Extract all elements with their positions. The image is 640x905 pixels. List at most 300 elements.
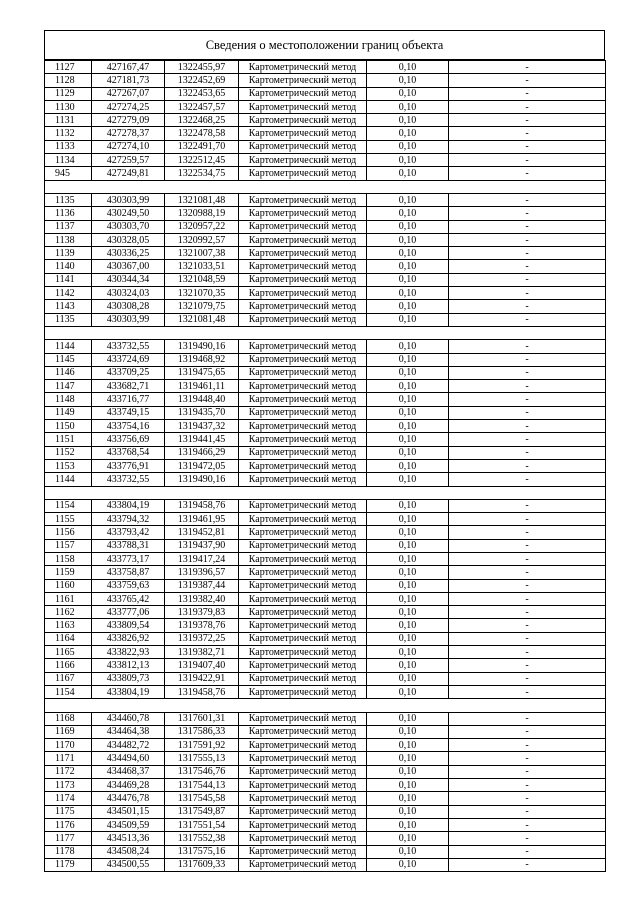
y-coordinate-cell: 1322478,58 [165,127,239,140]
accuracy-cell: 0,10 [367,579,449,592]
description-cell: - [449,313,606,326]
point-number-cell: 1140 [45,260,92,273]
y-coordinate-cell: 1320957,22 [165,220,239,233]
x-coordinate-cell: 433765,42 [92,592,165,605]
x-coordinate-cell: 434469,28 [92,779,165,792]
separator-cell [367,699,449,712]
table-row [45,61,606,74]
accuracy-cell: 0,10 [367,526,449,539]
description-cell: - [449,646,606,659]
description-cell: - [449,566,606,579]
method-cell: Картометрический метод [239,114,367,127]
table-row [45,167,606,180]
point-number-cell: 1166 [45,659,92,672]
accuracy-cell: 0,10 [367,832,449,845]
y-coordinate-cell: 1319490,16 [165,473,239,486]
table-row [45,300,606,313]
x-coordinate-cell: 434513,36 [92,832,165,845]
table-row [45,845,606,858]
document-page [44,30,605,872]
table-row [45,606,606,619]
description-cell: - [449,606,606,619]
accuracy-cell: 0,10 [367,366,449,379]
table-row [45,260,606,273]
y-coordinate-cell: 1317551,54 [165,818,239,831]
accuracy-cell: 0,10 [367,539,449,552]
x-coordinate-cell: 430328,05 [92,233,165,246]
description-cell: - [449,114,606,127]
method-cell: Картометрический метод [239,845,367,858]
table-row [45,353,606,366]
description-cell: - [449,154,606,167]
y-coordinate-cell: 1319437,90 [165,539,239,552]
separator-cell [367,326,449,339]
x-coordinate-cell: 433756,69 [92,433,165,446]
point-number-cell: 1173 [45,779,92,792]
description-cell: - [449,845,606,858]
point-number-cell: 1131 [45,114,92,127]
point-number-cell: 1135 [45,193,92,206]
accuracy-cell: 0,10 [367,100,449,113]
x-coordinate-cell: 433822,93 [92,646,165,659]
table-row [45,513,606,526]
separator-cell [367,486,449,499]
x-coordinate-cell: 427278,37 [92,127,165,140]
separator-cell [449,486,606,499]
accuracy-cell: 0,10 [367,287,449,300]
x-coordinate-cell: 430303,70 [92,220,165,233]
method-cell: Картометрический метод [239,273,367,286]
method-cell: Картометрический метод [239,805,367,818]
point-number-cell: 1175 [45,805,92,818]
x-coordinate-cell: 434508,24 [92,845,165,858]
method-cell: Картометрический метод [239,61,367,74]
y-coordinate-cell: 1322452,69 [165,74,239,87]
separator-cell [239,486,367,499]
x-coordinate-cell: 433809,54 [92,619,165,632]
description-cell: - [449,685,606,698]
method-cell: Картометрический метод [239,220,367,233]
point-number-cell: 1168 [45,712,92,725]
y-coordinate-cell: 1317555,13 [165,752,239,765]
method-cell: Картометрический метод [239,340,367,353]
y-coordinate-cell: 1319452,81 [165,526,239,539]
method-cell: Картометрический метод [239,287,367,300]
method-cell: Картометрический метод [239,672,367,685]
description-cell: - [449,300,606,313]
y-coordinate-cell: 1319448,40 [165,393,239,406]
method-cell: Картометрический метод [239,646,367,659]
y-coordinate-cell: 1319396,57 [165,566,239,579]
x-coordinate-cell: 433682,71 [92,380,165,393]
y-coordinate-cell: 1319490,16 [165,340,239,353]
accuracy-cell: 0,10 [367,659,449,672]
accuracy-cell: 0,10 [367,273,449,286]
x-coordinate-cell: 433709,25 [92,366,165,379]
separator-cell [45,326,92,339]
x-coordinate-cell: 430324,03 [92,287,165,300]
y-coordinate-cell: 1321070,35 [165,287,239,300]
accuracy-cell: 0,10 [367,845,449,858]
point-number-cell: 1170 [45,739,92,752]
x-coordinate-cell: 433812,13 [92,659,165,672]
table-row [45,725,606,738]
point-number-cell: 1156 [45,526,92,539]
table-row [45,632,606,645]
separator-cell [92,326,165,339]
accuracy-cell: 0,10 [367,114,449,127]
group-separator [45,486,606,499]
method-cell: Картометрический метод [239,87,367,100]
method-cell: Картометрический метод [239,247,367,260]
y-coordinate-cell: 1319417,24 [165,552,239,565]
y-coordinate-cell: 1319387,44 [165,579,239,592]
accuracy-cell: 0,10 [367,167,449,180]
point-number-cell: 1136 [45,207,92,220]
description-cell: - [449,233,606,246]
method-cell: Картометрический метод [239,552,367,565]
method-cell: Картометрический метод [239,765,367,778]
x-coordinate-cell: 434501,15 [92,805,165,818]
point-number-cell: 1151 [45,433,92,446]
separator-cell [165,326,239,339]
table-row [45,140,606,153]
x-coordinate-cell: 430303,99 [92,313,165,326]
point-number-cell: 1154 [45,685,92,698]
description-cell: - [449,207,606,220]
description-cell: - [449,406,606,419]
table-row [45,100,606,113]
method-cell: Картометрический метод [239,140,367,153]
description-cell: - [449,499,606,512]
accuracy-cell: 0,10 [367,646,449,659]
method-cell: Картометрический метод [239,659,367,672]
accuracy-cell: 0,10 [367,140,449,153]
table-row [45,87,606,100]
y-coordinate-cell: 1317545,58 [165,792,239,805]
accuracy-cell: 0,10 [367,340,449,353]
method-cell: Картометрический метод [239,499,367,512]
point-number-cell: 1146 [45,366,92,379]
description-cell: - [449,832,606,845]
description-cell: - [449,513,606,526]
description-cell: - [449,446,606,459]
separator-cell [367,180,449,193]
x-coordinate-cell: 430303,99 [92,193,165,206]
y-coordinate-cell: 1322534,75 [165,167,239,180]
y-coordinate-cell: 1317586,33 [165,725,239,738]
y-coordinate-cell: 1317552,38 [165,832,239,845]
accuracy-cell: 0,10 [367,566,449,579]
method-cell: Картометрический метод [239,193,367,206]
method-cell: Картометрический метод [239,473,367,486]
table-row [45,154,606,167]
method-cell: Картометрический метод [239,446,367,459]
description-cell: - [449,260,606,273]
x-coordinate-cell: 434494,60 [92,752,165,765]
table-row [45,233,606,246]
separator-cell [165,486,239,499]
y-coordinate-cell: 1319422,91 [165,672,239,685]
table-row [45,459,606,472]
point-number-cell: 1163 [45,619,92,632]
method-cell: Картометрический метод [239,100,367,113]
description-cell: - [449,247,606,260]
accuracy-cell: 0,10 [367,592,449,605]
y-coordinate-cell: 1319407,40 [165,659,239,672]
description-cell: - [449,725,606,738]
point-number-cell: 1152 [45,446,92,459]
x-coordinate-cell: 433804,19 [92,685,165,698]
y-coordinate-cell: 1322453,65 [165,87,239,100]
y-coordinate-cell: 1319382,71 [165,646,239,659]
description-cell: - [449,433,606,446]
table-row [45,646,606,659]
x-coordinate-cell: 430367,00 [92,260,165,273]
x-coordinate-cell: 430336,25 [92,247,165,260]
accuracy-cell: 0,10 [367,685,449,698]
point-number-cell: 1138 [45,233,92,246]
accuracy-cell: 0,10 [367,606,449,619]
accuracy-cell: 0,10 [367,260,449,273]
y-coordinate-cell: 1321079,75 [165,300,239,313]
description-cell: - [449,805,606,818]
table-row [45,552,606,565]
point-number-cell: 1162 [45,606,92,619]
method-cell: Картометрический метод [239,366,367,379]
separator-cell [449,326,606,339]
method-cell: Картометрический метод [239,233,367,246]
x-coordinate-cell: 427181,73 [92,74,165,87]
description-cell: - [449,552,606,565]
table-row [45,446,606,459]
y-coordinate-cell: 1319461,11 [165,380,239,393]
table-row [45,592,606,605]
accuracy-cell: 0,10 [367,513,449,526]
x-coordinate-cell: 433754,16 [92,420,165,433]
table-row [45,832,606,845]
description-cell: - [449,220,606,233]
description-cell: - [449,380,606,393]
table-row [45,74,606,87]
table-row [45,433,606,446]
point-number-cell: 1145 [45,353,92,366]
y-coordinate-cell: 1320992,57 [165,233,239,246]
accuracy-cell: 0,10 [367,420,449,433]
y-coordinate-cell: 1317546,76 [165,765,239,778]
table-row [45,579,606,592]
y-coordinate-cell: 1319458,76 [165,685,239,698]
accuracy-cell: 0,10 [367,87,449,100]
description-cell: - [449,659,606,672]
description-cell: - [449,127,606,140]
table-row [45,805,606,818]
description-cell: - [449,167,606,180]
point-number-cell: 1178 [45,845,92,858]
method-cell: Картометрический метод [239,433,367,446]
method-cell: Картометрический метод [239,725,367,738]
y-coordinate-cell: 1319437,32 [165,420,239,433]
table-row [45,659,606,672]
point-number-cell: 1177 [45,832,92,845]
method-cell: Картометрический метод [239,313,367,326]
description-cell: - [449,579,606,592]
y-coordinate-cell: 1319379,83 [165,606,239,619]
point-number-cell: 1153 [45,459,92,472]
x-coordinate-cell: 433804,19 [92,499,165,512]
description-cell: - [449,672,606,685]
accuracy-cell: 0,10 [367,779,449,792]
y-coordinate-cell: 1321081,48 [165,313,239,326]
description-cell: - [449,712,606,725]
point-number-cell: 1165 [45,646,92,659]
table-row [45,366,606,379]
point-number-cell: 1137 [45,220,92,233]
x-coordinate-cell: 433724,69 [92,353,165,366]
point-number-cell: 1143 [45,300,92,313]
table-row [45,619,606,632]
table-row [45,207,606,220]
accuracy-cell: 0,10 [367,858,449,871]
separator-cell [165,699,239,712]
method-cell: Картометрический метод [239,74,367,87]
table-row [45,114,606,127]
accuracy-cell: 0,10 [367,765,449,778]
table-row [45,127,606,140]
x-coordinate-cell: 433768,54 [92,446,165,459]
method-cell: Картометрический метод [239,154,367,167]
accuracy-cell: 0,10 [367,313,449,326]
table-row [45,765,606,778]
accuracy-cell: 0,10 [367,752,449,765]
table-row [45,752,606,765]
point-number-cell: 1167 [45,672,92,685]
method-cell: Картометрический метод [239,832,367,845]
table-row [45,273,606,286]
x-coordinate-cell: 434476,78 [92,792,165,805]
description-cell: - [449,74,606,87]
y-coordinate-cell: 1320988,19 [165,207,239,220]
point-number-cell: 1176 [45,818,92,831]
accuracy-cell: 0,10 [367,61,449,74]
table-row [45,779,606,792]
accuracy-cell: 0,10 [367,632,449,645]
method-cell: Картометрический метод [239,739,367,752]
y-coordinate-cell: 1319475,65 [165,366,239,379]
separator-cell [165,180,239,193]
accuracy-cell: 0,10 [367,619,449,632]
point-number-cell: 1139 [45,247,92,260]
x-coordinate-cell: 427274,25 [92,100,165,113]
y-coordinate-cell: 1317549,87 [165,805,239,818]
x-coordinate-cell: 433793,42 [92,526,165,539]
separator-cell [45,180,92,193]
y-coordinate-cell: 1322455,97 [165,61,239,74]
method-cell: Картометрический метод [239,167,367,180]
method-cell: Картометрический метод [239,579,367,592]
point-number-cell: 1129 [45,87,92,100]
description-cell: - [449,473,606,486]
x-coordinate-cell: 433777,06 [92,606,165,619]
table-row [45,406,606,419]
method-cell: Картометрический метод [239,712,367,725]
accuracy-cell: 0,10 [367,459,449,472]
y-coordinate-cell: 1321048,59 [165,273,239,286]
description-cell: - [449,273,606,286]
accuracy-cell: 0,10 [367,473,449,486]
y-coordinate-cell: 1319466,29 [165,446,239,459]
method-cell: Картометрический метод [239,420,367,433]
x-coordinate-cell: 430249,50 [92,207,165,220]
y-coordinate-cell: 1319461,95 [165,513,239,526]
point-number-cell: 1142 [45,287,92,300]
description-cell: - [449,140,606,153]
description-cell: - [449,193,606,206]
table-row [45,220,606,233]
method-cell: Картометрический метод [239,606,367,619]
method-cell: Картометрический метод [239,685,367,698]
description-cell: - [449,353,606,366]
table-row [45,313,606,326]
y-coordinate-cell: 1322512,45 [165,154,239,167]
y-coordinate-cell: 1317591,92 [165,739,239,752]
x-coordinate-cell: 433759,63 [92,579,165,592]
description-cell: - [449,619,606,632]
point-number-cell: 1154 [45,499,92,512]
point-number-cell: 1144 [45,473,92,486]
x-coordinate-cell: 434460,78 [92,712,165,725]
accuracy-cell: 0,10 [367,380,449,393]
point-number-cell: 1133 [45,140,92,153]
table-row [45,672,606,685]
method-cell: Картометрический метод [239,619,367,632]
point-number-cell: 1157 [45,539,92,552]
accuracy-cell: 0,10 [367,127,449,140]
method-cell: Картометрический метод [239,526,367,539]
x-coordinate-cell: 433776,91 [92,459,165,472]
separator-cell [449,699,606,712]
accuracy-cell: 0,10 [367,792,449,805]
coordinates-table-body [45,61,606,872]
method-cell: Картометрический метод [239,127,367,140]
accuracy-cell: 0,10 [367,74,449,87]
accuracy-cell: 0,10 [367,725,449,738]
method-cell: Картометрический метод [239,393,367,406]
group-separator [45,326,606,339]
point-number-cell: 1159 [45,566,92,579]
point-number-cell: 1127 [45,61,92,74]
x-coordinate-cell: 427279,09 [92,114,165,127]
description-cell: - [449,739,606,752]
y-coordinate-cell: 1321033,51 [165,260,239,273]
x-coordinate-cell: 433773,17 [92,552,165,565]
point-number-cell: 1130 [45,100,92,113]
point-number-cell: 1128 [45,74,92,87]
point-number-cell: 1150 [45,420,92,433]
group-separator [45,180,606,193]
point-number-cell: 945 [45,167,92,180]
y-coordinate-cell: 1322468,25 [165,114,239,127]
method-cell: Картометрический метод [239,406,367,419]
method-cell: Картометрический метод [239,260,367,273]
table-row [45,247,606,260]
method-cell: Картометрический метод [239,539,367,552]
point-number-cell: 1141 [45,273,92,286]
point-number-cell: 1179 [45,858,92,871]
description-cell: - [449,366,606,379]
y-coordinate-cell: 1322491,70 [165,140,239,153]
point-number-cell: 1149 [45,406,92,419]
